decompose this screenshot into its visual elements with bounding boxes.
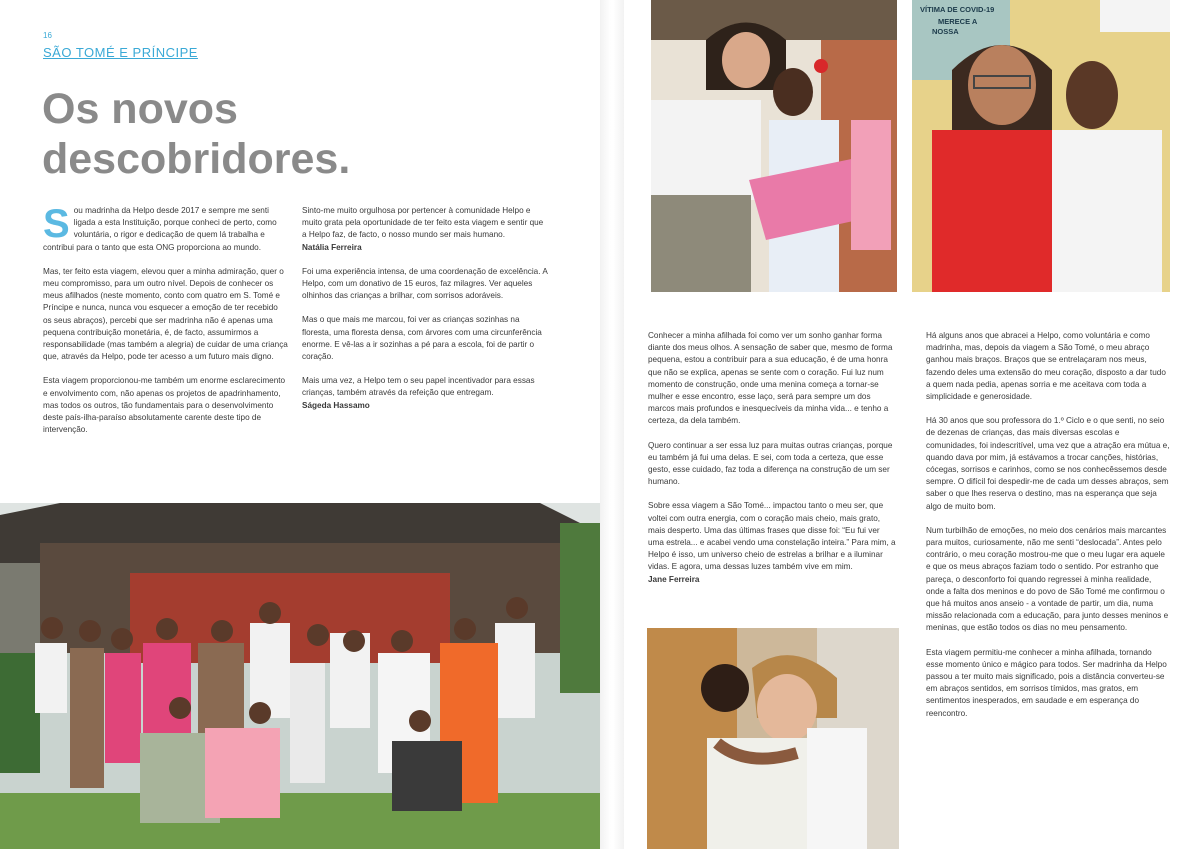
- hug-photo: [647, 628, 899, 849]
- paragraph: Foi uma experiência intensa, de uma coordenação de excelência. A Helpo, com um donativo de 15 euros, faz milagres. Ver aqueles olhinhos das crianças a brilhar, com sorrisos adoráveis.: [302, 266, 548, 301]
- paragraph: [43, 202, 288, 254]
- drop-cap: S: [43, 202, 70, 246]
- paragraph: Mas, ter feito esta viagem, elevou quer a minha admiração, quer o meu compromisso, para um outro nível. Depois de conhecer os meus afilhados (neste momento, conto com quatro em S. Tomé e Príncipe e nunca, nunca vou esquecer a emoção de ter recebido os seus abraços), percebi que ser madrinha não é apenas uma pequena contribuição monetária, é, de facto, assumirmos a responsabilidade (mas também a alegria) de cuidar de uma criança que, através da Helpo, pode ter acesso a um futuro mais digno.: [43, 266, 288, 362]
- paragraph: Mas o que mais me marcou, foi ver as crianças sozinhas na floresta, uma floresta densa, com árvores com uma circunferência enorme. E vê-las a ir sozinhas a pé para a escola, foi de partir o coração.: [302, 315, 542, 362]
- right-column-2: [926, 330, 1170, 732]
- paragraph-text: Mais uma vez, a Helpo tem o seu papel incentivador para essas crianças, também através da refeição que entregam.: [302, 376, 535, 398]
- author-name: Ságeda Hassamo: [302, 400, 370, 410]
- paragraph-text: Sinto-me muito orgulhosa por pertencer à comunidade Helpo e muito grata pela oportunidade de ter feito esta viagem e sentir que a Helpo faz, de facto, o nosso mundo ser mais humano.: [302, 206, 544, 240]
- page-gutter: [600, 0, 624, 849]
- right-column-1: [648, 330, 896, 598]
- woman-girl-wall-photo: [912, 0, 1170, 292]
- poster-text: VÍTIMA DE COVID-19: [920, 5, 995, 14]
- paragraph: Há 30 anos que sou professora do 1.º Ciclo e o que senti, no seio de dezenas de crianças, das mais diversas escolas e comunidades, foi indescritível, uma vez que a atração era mútua e, quando dava por mim, já estávamos a trocar canções, histórias, cócegas, sorrisos e carinhos, como se nos conhecêssemos desde sempre. O difícil foi despedir-me de cada um desses abraços, sem saber o que lhes reserva o destino, mas na esperança que seja algo de muito bom.: [926, 416, 1170, 511]
- article-title: Os novos descobridores.: [42, 85, 351, 183]
- paragraph: Conhecer a minha afilhada foi como ver um sonho ganhar forma diante dos meus olhos. A sensação de saber que, mesmo de forma pequena, estou a contribuir para a sua educação, é de uma honra que não se explica, apenas se sente com o coração. Fui luz num momento de construção, onde uma menina começa a tornar-se mulher e esse encontro, esse laço, será para sempre um dos marcos mais profundos e inesquecíveis da minha vida... e tenho a certeza, da dela também.: [648, 331, 893, 426]
- paragraph: [648, 500, 896, 585]
- paragraph-text: Sobre essa viagem a São Tomé... impactou tanto o meu ser, que voltei com outra energia, com o coração mais cheio, mais grato, mais desperto. Uma das últimas frases que disse foi: “Eu fui ver uma estrela... e acabei vendo uma constelação inteira.” Para mim, a Helpo é isso, um universo cheio de estrelas a brilhar e a iluminar vidas. E agora, uma dessas luzes também vive em mim.: [648, 501, 896, 572]
- author-name: Jane Ferreira: [648, 574, 700, 584]
- svg-text:NOSSA: NOSSA: [932, 27, 959, 36]
- paragraph: [302, 375, 548, 412]
- left-column-1: [43, 202, 288, 448]
- paragraph: Esta viagem permitiu-me conhecer a minha afilhada, tornando esse momento único e mágico para todos. Ser madrinha da Helpo passou a ter muito mais significado, pois a distância converteu-se em abraços sentidos, em sorrisos tímidos, mas gratos, em sentimentos inesperados, em saudade e em esperança do reencontro.: [926, 647, 1167, 718]
- paragraph: Quero continuar a ser essa luz para muitas outras crianças, porque eu também já fui uma delas. E sei, com toda a certeza, que esse gesto, esse cuidado, faz toda a diferença na construção de um ser humano.: [648, 440, 893, 487]
- left-column-2: [302, 205, 548, 424]
- woman-girl-book-photo: [651, 0, 897, 292]
- paragraph: Há alguns anos que abracei a Helpo, como voluntária e como madrinha, mas, depois da viagem a São Tomé, o meu abraço ganhou mais braços. Braços que se entrelaçaram nos meus, fazendo deles uma extensão do meu coração, disposto a dar tudo a quem nada pedia, apenas sorria e me aceitava com toda a simplicidade e generosidade.: [926, 331, 1166, 402]
- group-photo: [0, 503, 600, 849]
- paragraph: Esta viagem proporcionou-me também um enorme esclarecimento e envolvimento com, não apenas os projetos de apadrinhamento, mas todos os outros, tão fundamentais para o desenvolvimento deste país-ilha-paraíso absolutamente carente deste tipo de intervenção.: [43, 376, 286, 435]
- svg-text:MERECE A: MERECE A: [938, 17, 978, 26]
- paragraph-text: ou madrinha da Helpo desde 2017 e sempre me senti ligada a esta Instituição, porque conheci de perto, como voluntária, o rigor e dedicação de quem lá trabalha e contribui para o tanto que esta ONG proporciona ao mundo.: [43, 206, 277, 252]
- paragraph: Num turbilhão de emoções, no meio dos cenários mais marcantes para muitos, curiosamente, não me senti “deslocada”. Antes pelo contrário, o meu coração mostrou-me que o meu lugar era aquele e que os meus abraços faziam todo o sentido. Por estranho que pareça, o desconforto foi quando regressei à minha realidade, onde a falta dos meninos e do povo de São Tomé me confirmou o que há muitos anos anseio - a vontade de partir, um dia, numa missão relacionada com a educação, para junto desses meninos e meninas, que estão todos os dias no meu pensamento.: [926, 525, 1169, 633]
- author-name: Natália Ferreira: [302, 242, 362, 252]
- section-label[interactable]: SÃO TOMÉ E PRÍNCIPE: [43, 45, 198, 60]
- page-number: 16: [43, 31, 52, 40]
- paragraph: [302, 205, 548, 254]
